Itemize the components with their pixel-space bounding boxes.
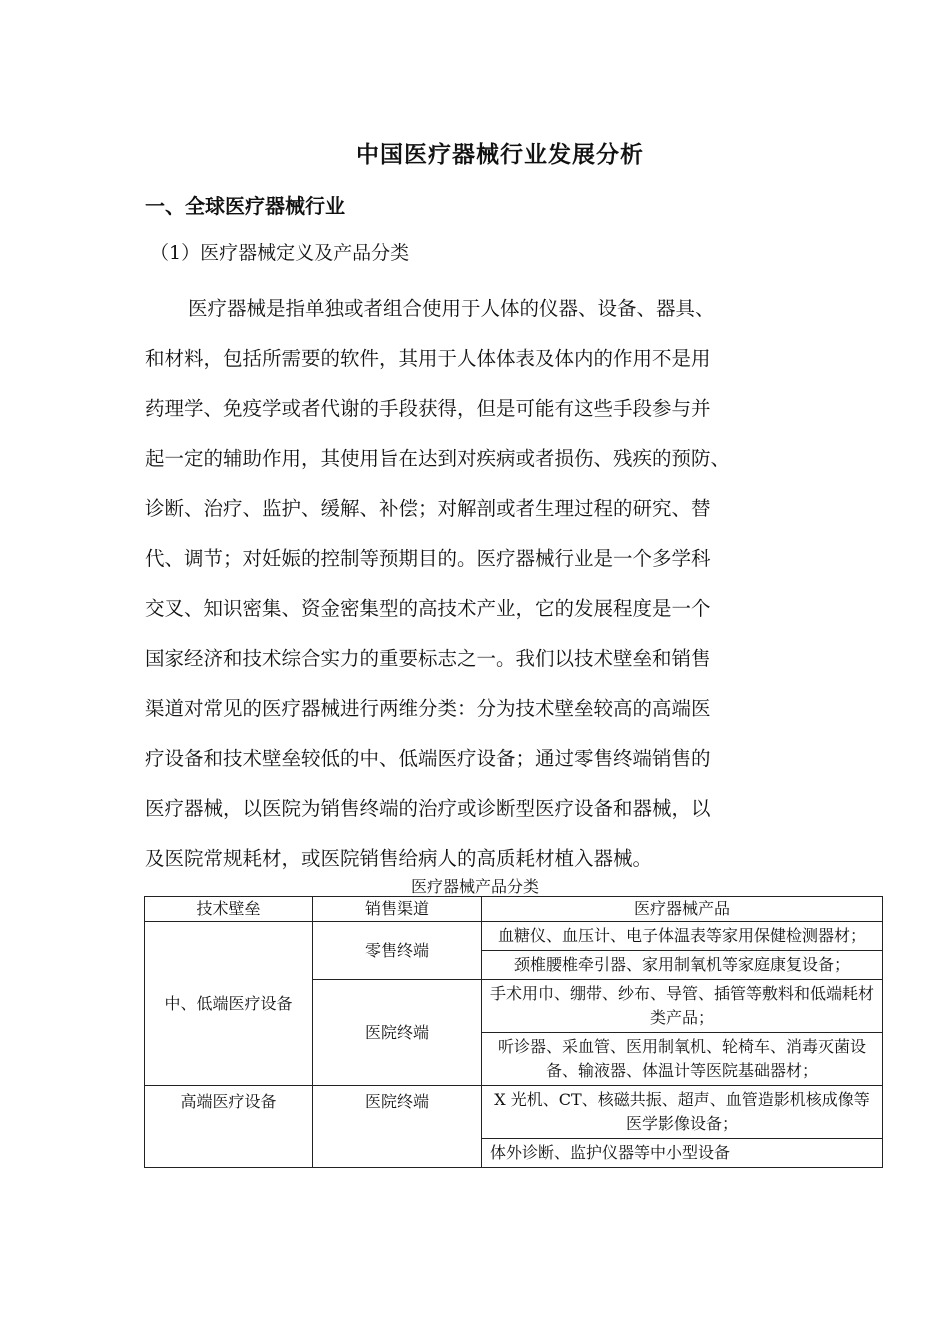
header-products: 医疗器械产品 bbox=[482, 897, 883, 922]
header-barrier: 技术壁垒 bbox=[145, 897, 313, 922]
paragraph-line: 医疗器械，以医院为销售终端的治疗或诊断型医疗设备和器械，以 bbox=[145, 797, 711, 820]
paragraph-line: 疗设备和技术壁垒较低的中、低端医疗设备；通过零售终端销售的 bbox=[145, 747, 711, 770]
section-heading: 一、全球医疗器械行业 bbox=[145, 194, 345, 218]
table-row bbox=[145, 922, 883, 951]
table-row bbox=[145, 1086, 883, 1139]
paragraph-line: 及医院常规耗材，或医院销售给病人的高质耗材植入器械。 bbox=[145, 847, 653, 870]
barrier-cell: 高端医疗设备 bbox=[145, 1086, 313, 1168]
product-cell: X 光机、CT、核磁共振、超声、血管造影机核成像等医学影像设备； bbox=[482, 1086, 883, 1139]
paragraph-line: 和材料，包括所需要的软件，其用于人体体表及体内的作用不是用 bbox=[145, 347, 711, 370]
paragraph-line: 渠道对常见的医疗器械进行两维分类：分为技术壁垒较高的高端医 bbox=[145, 697, 711, 720]
channel-cell: 零售终端 bbox=[313, 922, 482, 980]
subsection-heading: （1）医疗器械定义及产品分类 bbox=[150, 242, 410, 264]
table-header-row bbox=[145, 897, 883, 922]
paragraph-line: 医疗器械是指单独或者组合使用于人体的仪器、设备、器具、 bbox=[188, 297, 715, 320]
product-cell: 手术用巾、绷带、纱布、导管、插管等敷料和低端耗材类产品； bbox=[482, 980, 883, 1033]
barrier-cell: 中、低端医疗设备 bbox=[145, 922, 313, 1086]
product-cell: 听诊器、采血管、医用制氧机、轮椅车、消毒灭菌设备、输液器、体温计等医院基础器材； bbox=[482, 1033, 883, 1086]
body-paragraph bbox=[145, 284, 835, 884]
paragraph-line: 起一定的辅助作用，其使用旨在达到对疾病或者损伤、残疾的预防、 bbox=[145, 447, 731, 470]
product-cell: 体外诊断、监护仪器等中小型设备 bbox=[482, 1139, 883, 1168]
table-caption: 医疗器械产品分类 bbox=[410, 877, 539, 896]
product-cell: 颈椎腰椎牵引器、家用制氧机等家庭康复设备； bbox=[482, 951, 883, 980]
paragraph-line: 国家经济和技术综合实力的重要标志之一。我们以技术壁垒和销售 bbox=[145, 647, 711, 670]
channel-cell: 医院终端 bbox=[313, 1086, 482, 1168]
paragraph-line: 代、调节；对妊娠的控制等预期目的。医疗器械行业是一个多学科 bbox=[145, 547, 711, 570]
classification-table bbox=[144, 896, 883, 1168]
product-cell: 血糖仪、血压计、电子体温表等家用保健检测器材； bbox=[482, 922, 883, 951]
paragraph-line: 诊断、治疗、监护、缓解、补偿；对解剖或者生理过程的研究、替 bbox=[145, 497, 711, 520]
document-title: 中国医疗器械行业发展分析 bbox=[356, 141, 644, 168]
paragraph-line: 药理学、免疫学或者代谢的手段获得，但是可能有这些手段参与并 bbox=[145, 397, 711, 420]
paragraph-line: 交叉、知识密集、资金密集型的高技术产业，它的发展程度是一个 bbox=[145, 597, 711, 620]
header-channel: 销售渠道 bbox=[313, 897, 482, 922]
channel-cell: 医院终端 bbox=[313, 980, 482, 1086]
